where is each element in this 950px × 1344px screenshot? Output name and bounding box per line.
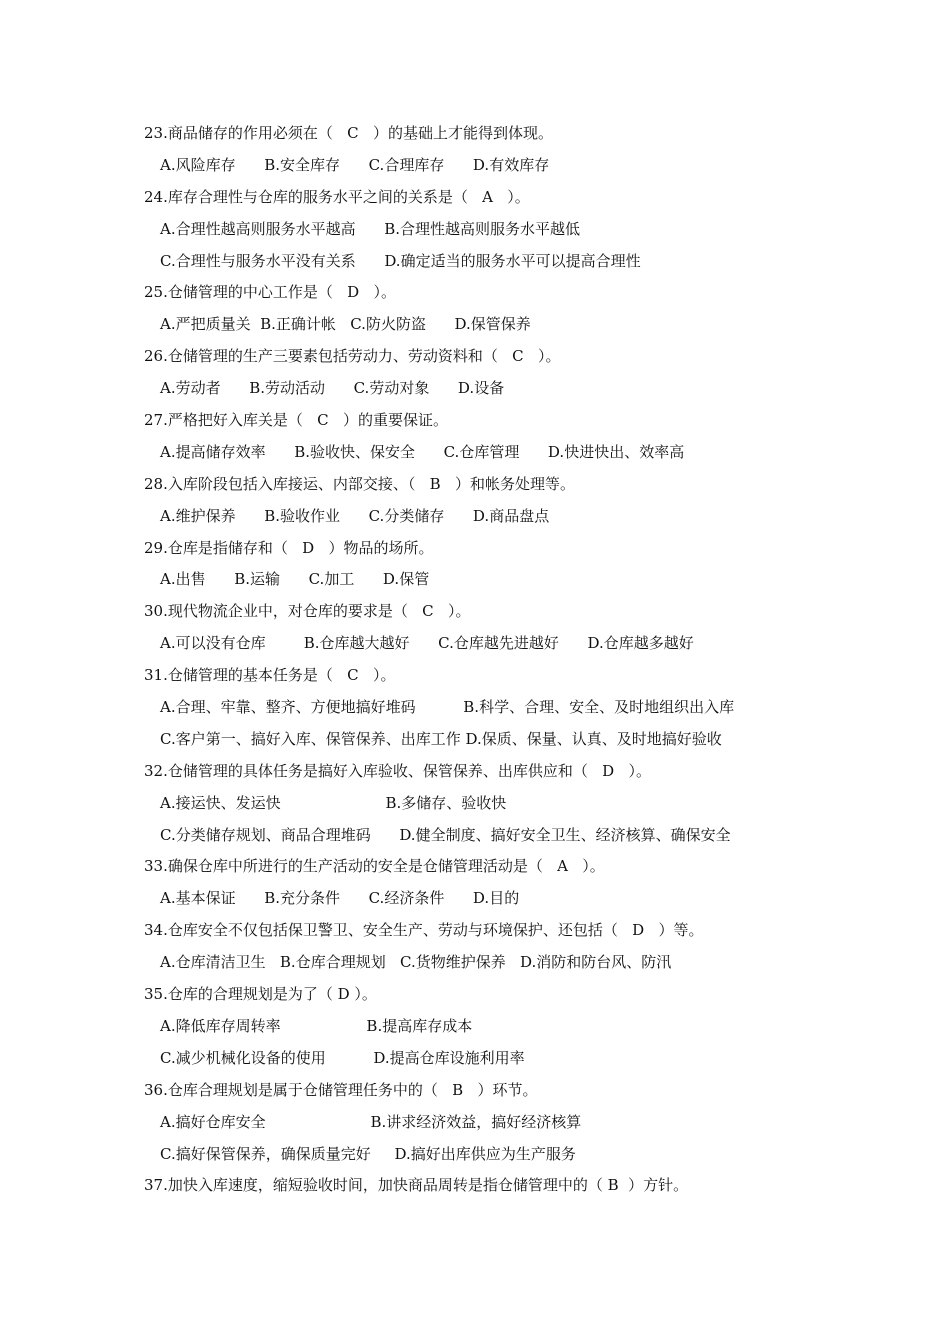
question-line: 23.商品储存的作用必须在（ C ）的基础上才能得到体现。 [144, 124, 553, 142]
option-line: C.搞好保管保养，确保质量完好 D.搞好出库供应为生产服务 [160, 1144, 576, 1163]
question-line: 24.库存合理性与仓库的服务水平之间的关系是（ A ）。 [144, 187, 530, 206]
option-line: A.严把质量关 B.正确计帐 C.防火防盗 D.保管保养 [160, 315, 531, 334]
option-line: A.搞好仓库安全 B.讲求经济效益，搞好经济核算 [160, 1112, 582, 1131]
question-line: 34.仓库安全不仅包括保卫警卫、安全生产、劳动与环境保护、还包括（ D ）等。 [144, 921, 704, 940]
option-line: A.劳动者 B.劳动活动 C.劳动对象 D.设备 [160, 379, 505, 398]
question-line: 30.现代物流企业中，对仓库的要求是（ C ）。 [144, 602, 471, 621]
option-line: A.出售 B.运输 C.加工 D.保管 [160, 570, 430, 589]
question-line: 25.仓储管理的中心工作是（ D ）。 [144, 283, 396, 302]
option-line: A.可以没有仓库 B.仓库越大越好 C.仓库越先进越好 D.仓库越多越好 [160, 634, 694, 653]
question-line: 31.仓储管理的基本任务是（ C ）。 [144, 666, 396, 685]
question-line: 35.仓库的合理规划是为了（ D ）。 [144, 985, 377, 1004]
question-line: 29.仓库是指储存和（ D ）物品的场所。 [144, 538, 434, 557]
question-line: 32.仓储管理的具体任务是搞好入库验收、保管保养、出库供应和（ D ）。 [144, 761, 651, 780]
option-line: C.分类储存规划、商品合理堆码 D.健全制度、搞好安全卫生、经济核算、确保安全 [160, 825, 731, 844]
option-line: C.减少机械化设备的使用 D.提高仓库设施利用率 [160, 1048, 525, 1067]
option-line: A.提高储存效率 B.验收快、保安全 C.仓库管理 D.快进快出、效率高 [160, 442, 685, 461]
option-line: A.仓库清洁卫生 B.仓库合理规划 C.货物维护保养 D.消防和防台风、防汛 [160, 953, 672, 972]
option-line: A.维护保养 B.验收作业 C.分类储存 D.商品盘点 [160, 506, 550, 525]
option-line: A.风险库存 B.安全库存 C.合理库存 D.有效库存 [160, 155, 550, 174]
option-line: C.合理性与服务水平没有关系 D.确定适当的服务水平可以提高合理性 [160, 251, 641, 270]
question-line: 28.入库阶段包括入库接运、内部交接、（ B ）和帐务处理等。 [144, 474, 575, 493]
question-line: 27.严格把好入库关是（ C ）的重要保证。 [144, 411, 448, 430]
option-line: A.接运快、发运快 B.多储存、验收快 [160, 793, 507, 812]
question-line: 37.加快入库速度，缩短验收时间，加快商品周转是指仓储管理中的（ B ）方针。 [144, 1176, 689, 1195]
question-line: 26.仓储管理的生产三要素包括劳动力、劳动资料和（ C ）。 [144, 347, 561, 366]
question-list [144, 118, 844, 1202]
option-line: A.合理、牢靠、整齐、方便地搞好堆码 B.科学、合理、安全、及时地组织出入库 [160, 698, 735, 717]
option-line: A.降低库存周转率 B.提高库存成本 [160, 1016, 473, 1035]
question-line: 33.确保仓库中所进行的生产活动的安全是仓储管理活动是（ A ）。 [144, 857, 605, 876]
question-line: 36.仓库合理规划是属于仓储管理任务中的（ B ）环节。 [144, 1080, 538, 1099]
option-line: A.基本保证 B.充分条件 C.经济条件 D.目的 [160, 889, 520, 908]
option-line: C.客户第一、搞好入库、保管保养、出库工作 D.保质、保量、认真、及时地搞好验收 [160, 729, 722, 748]
option-line: A.合理性越高则服务水平越高 B.合理性越高则服务水平越低 [160, 219, 581, 238]
